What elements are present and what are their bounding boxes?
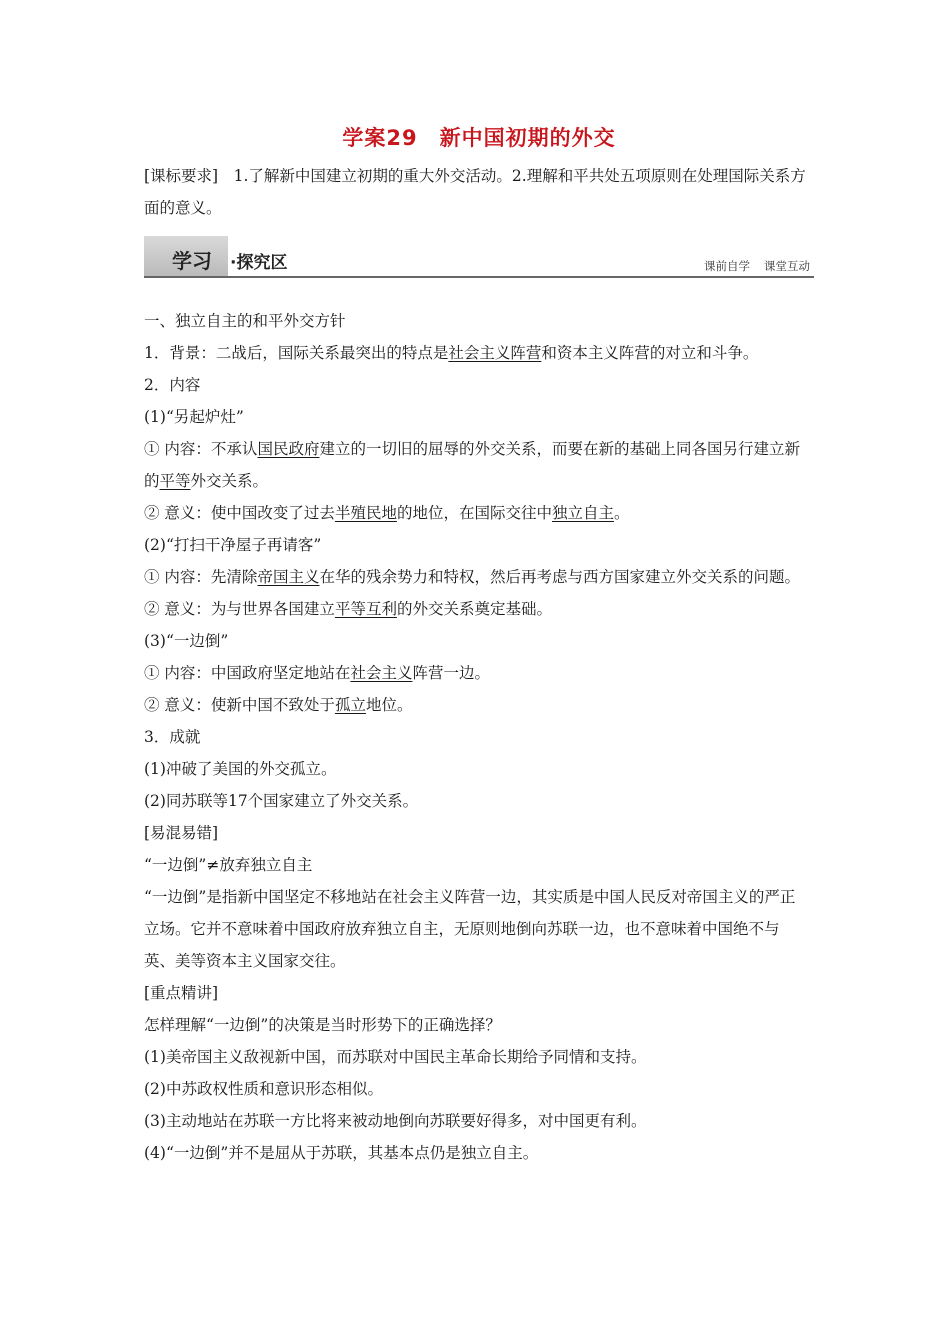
background-line: 1．背景：二战后，国际关系最突出的特点是社会主义阵营和资本主义阵营的对立和斗争。 xyxy=(144,344,759,362)
section-heading: 一、独立自主的和平外交方针 xyxy=(144,312,346,330)
confusion-text: “一边倒”是指新中国坚定不移地站在社会主义阵营一边，其实质是中国人民反对帝国主义的严正立场。它并不意味着中国政府放弃独立自主，无原则地倒向苏联一边，也不意味着中国绝不与英、美等资本主义国家交往。 xyxy=(144,888,796,970)
focus-question: 怎样理解“一边倒”的决策是当时形势下的正确选择？ xyxy=(144,1016,501,1034)
title-text: 新中国初期的外交 xyxy=(439,126,616,150)
point-content: ① 内容：先清除帝国主义在华的残余势力和特权，然后再考虑与西方国家建立外交关系的问题。 xyxy=(144,568,800,586)
point-heading: (3)“一边倒” xyxy=(144,632,229,650)
page-title xyxy=(144,122,814,152)
banner-right-2: 课堂互动 xyxy=(764,259,810,273)
underlined-answer: 社会主义 xyxy=(350,664,413,682)
underlined-answer: 平等 xyxy=(159,472,191,490)
section-banner xyxy=(144,236,814,278)
underlined-answer: 孤立 xyxy=(334,696,366,714)
reason-item: (2)中苏政权性质和意识形态相似。 xyxy=(144,1080,383,1098)
content-heading: 2．内容 xyxy=(144,376,201,394)
underlined-answer: 平等互利 xyxy=(334,600,397,618)
point-heading: (2)“打扫干净屋子再请客” xyxy=(144,536,322,554)
underlined-answer: 独立自主 xyxy=(551,504,614,522)
reason-item: (1)美帝国主义敌视新中国，而苏联对中国民主革命长期给予同情和支持。 xyxy=(144,1048,647,1066)
point-content: ① 内容：中国政府坚定地站在社会主义阵营一边。 xyxy=(144,664,490,682)
banner-right-1: 课前自学 xyxy=(704,259,750,273)
confusion-label: [易混易错] xyxy=(144,824,219,842)
achievement-item: (1)冲破了美国的外交孤立。 xyxy=(144,760,337,778)
underlined-answer: 帝国主义 xyxy=(257,568,320,586)
underlined-answer: 半殖民地 xyxy=(334,504,397,522)
requirement-label: [课标要求] xyxy=(144,167,219,185)
banner-right xyxy=(690,258,810,274)
point-heading: (1)“另起炉灶” xyxy=(144,408,244,426)
banner-rule xyxy=(144,276,814,278)
point-meaning: ② 意义：使中国改变了过去半殖民地的地位，在国际交往中独立自主。 xyxy=(144,504,630,522)
requirement-text: 1.了解新中国建立初期的重大外交活动。2.理解和平共处五项原则在处理国际关系方面的意义。 xyxy=(144,167,806,217)
achievement-heading: 3．成就 xyxy=(144,728,201,746)
banner-main: 学习 xyxy=(172,249,212,273)
banner-block xyxy=(144,236,228,278)
underlined-answer: 社会主义阵营 xyxy=(448,344,542,362)
curriculum-requirement xyxy=(144,160,809,224)
title-number: 学案29 xyxy=(342,126,418,150)
underlined-answer: 国民政府 xyxy=(257,440,320,458)
banner-sub: ·探究区 xyxy=(230,253,288,273)
point-content: ① 内容：不承认国民政府建立的一切旧的屈辱的外交关系，而要在新的基础上同各国另行建立新的平等外交关系。 xyxy=(144,440,800,490)
point-meaning: ② 意义：为与世界各国建立平等互利的外交关系奠定基础。 xyxy=(144,600,552,618)
reason-item: (3)主动地站在苏联一方比将来被动地倒向苏联要好得多，对中国更有利。 xyxy=(144,1112,647,1130)
focus-label: [重点精讲] xyxy=(144,984,219,1002)
confusion-title: “一边倒”≠放弃独立自主 xyxy=(144,856,313,874)
main-content xyxy=(144,305,809,1169)
reason-item: (4)“一边倒”并不是屈从于苏联，其基本点仍是独立自主。 xyxy=(144,1144,539,1162)
point-meaning: ② 意义：使新中国不致处于孤立地位。 xyxy=(144,696,413,714)
achievement-item: (2)同苏联等17个国家建立了外交关系。 xyxy=(144,792,419,810)
